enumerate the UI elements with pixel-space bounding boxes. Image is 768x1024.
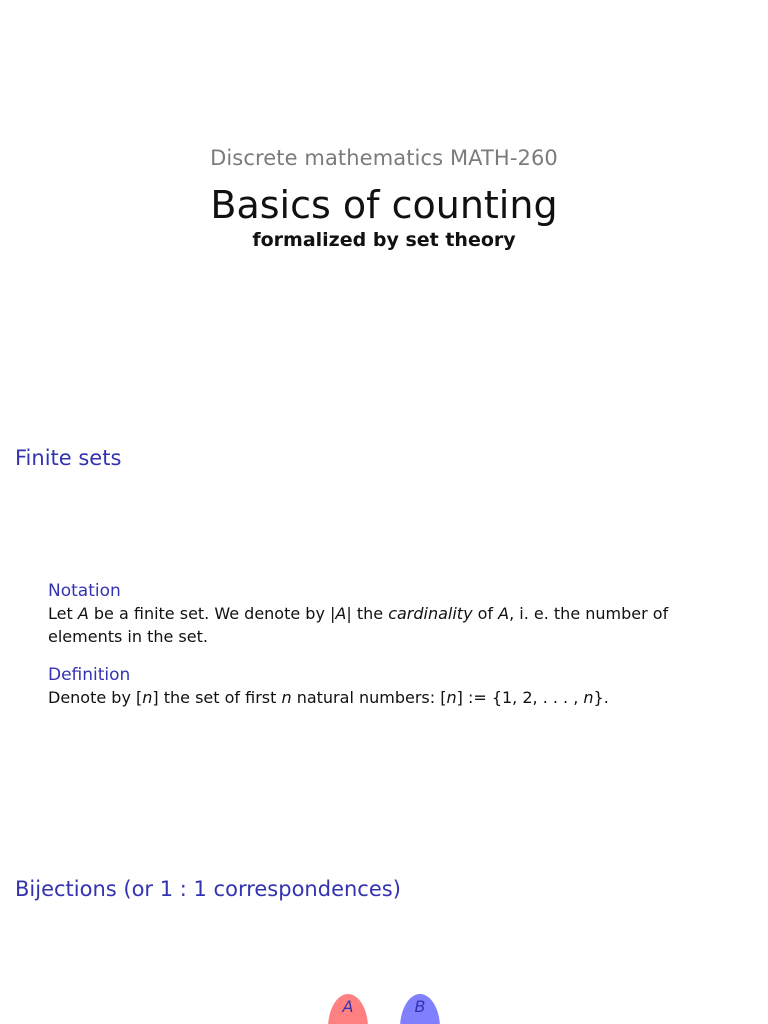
definition-body: Denote by [n] the set of first n natural numbers: [n] := {1, 2, . . . , n}.	[48, 688, 609, 707]
set-a-label: A	[342, 997, 354, 1016]
set-b-label: B	[414, 997, 426, 1016]
definition-title: Definition	[48, 665, 131, 685]
notation-title: Notation	[48, 581, 121, 601]
course-name: Discrete mathematics MATH-260	[210, 146, 558, 170]
definition-block	[48, 664, 688, 709]
page-subtitle: formalized by set theory	[252, 229, 516, 251]
page-title: Basics of counting	[210, 183, 558, 227]
section-title-finite-sets: Finite sets	[15, 446, 122, 470]
set-diagram	[300, 980, 500, 1024]
notation-block	[48, 580, 688, 648]
notation-body: Let A be a finite set. We denote by |A| the cardinality of A, i. e. the number of elements in the set.	[48, 604, 669, 646]
section-title-bijections: Bijections (or 1 : 1 correspondences)	[15, 877, 401, 901]
